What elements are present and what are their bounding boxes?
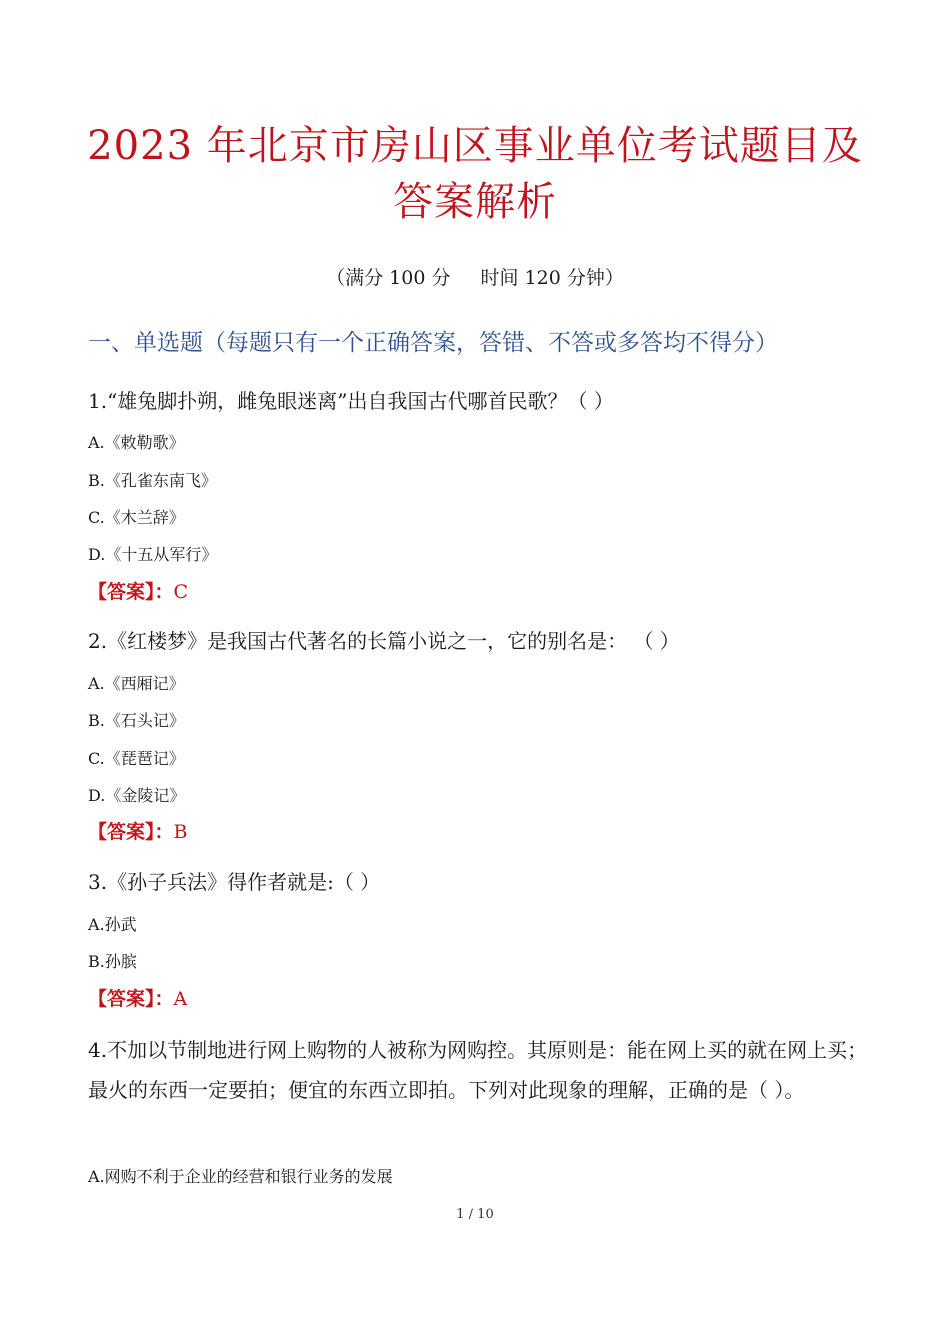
question-4-option-a: A.网购不利于企业的经营和银行业务的发展 <box>88 1167 393 1186</box>
question-1-option-c: C.《木兰辞》 <box>88 508 185 527</box>
exam-meta <box>0 264 950 292</box>
exam-time: 时间 120 分钟） <box>480 267 624 289</box>
question-2: 2.《红楼梦》是我国古代著名的长篇小说之一，它的别名是： （ ） <box>88 629 680 653</box>
section-heading: 一、单选题（每题只有一个正确答案，答错、不答或多答均不得分） <box>88 330 778 356</box>
question-3-answer <box>88 985 187 1013</box>
question-1-option-a: A.《敕勒歌》 <box>88 433 185 452</box>
question-2-option-a: A.《西厢记》 <box>88 674 185 693</box>
page-number: 1 / 10 <box>456 1207 494 1222</box>
question-1-option-b: B.《孔雀东南飞》 <box>88 471 217 490</box>
document-title <box>60 118 890 230</box>
question-2-option-c: C.《琵琶记》 <box>88 749 185 768</box>
title-line-1: 2023 年北京市房山区事业单位考试题目及 <box>87 123 863 169</box>
question-1: 1.“雄兔脚扑朔，雌兔眼迷离”出自我国古代哪首民歌？（ ） <box>88 389 614 413</box>
question-3-option-a: A.孙武 <box>88 915 137 934</box>
answer-value: C <box>173 581 189 603</box>
answer-label: 【答案】： <box>88 581 174 603</box>
title-line-2: 答案解析 <box>393 179 557 225</box>
full-score: （满分 100 分 <box>326 267 451 289</box>
answer-label: 【答案】： <box>88 821 174 843</box>
answer-value: B <box>173 821 188 843</box>
answer-label: 【答案】： <box>88 988 174 1010</box>
question-1-answer <box>88 578 188 606</box>
question-2-answer <box>88 818 187 846</box>
question-1-option-d: D.《十五从军行》 <box>88 545 218 564</box>
question-3: 3.《孙子兵法》得作者就是:（ ） <box>88 870 381 894</box>
answer-value: A <box>173 988 188 1010</box>
question-4: 4.不加以节制地进行网上购物的人被称为网购控。其原则是：能在网上买的就在网上买；最火的东西一定要拍；便宜的东西立即拍。下列对此现象的理解，正确的是（ ）。 <box>88 1038 868 1102</box>
question-2-option-d: D.《金陵记》 <box>88 786 186 805</box>
question-3-option-b: B.孙膑 <box>88 952 137 971</box>
question-2-option-b: B.《石头记》 <box>88 711 185 730</box>
